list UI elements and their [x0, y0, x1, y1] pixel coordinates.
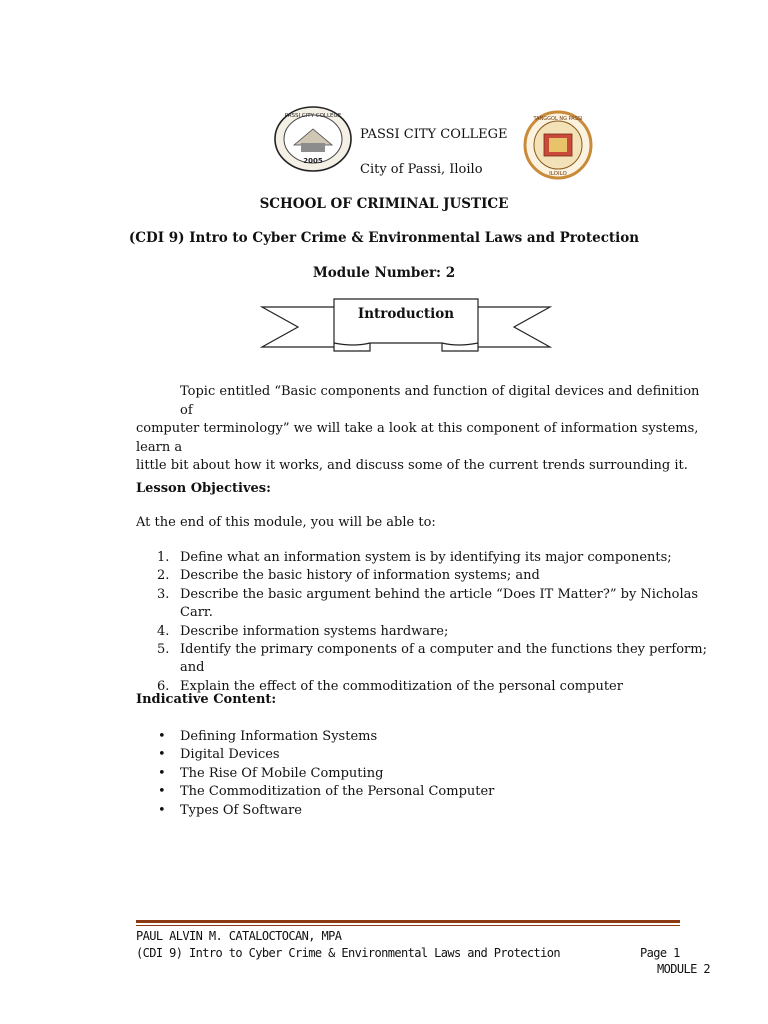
- list-item: [136, 623, 716, 641]
- module-number: Module Number: 2: [312, 265, 456, 281]
- seal-bottom-text: ILOILO: [549, 171, 567, 177]
- list-item: [136, 641, 716, 678]
- school-name: SCHOOL OF CRIMINAL JUSTICE: [259, 196, 509, 212]
- seal-ring-text: TANGGOL NG PASSI: [533, 116, 583, 122]
- bullet-icon: •: [158, 747, 166, 763]
- content-list: [136, 728, 716, 820]
- intro-paragraph: [136, 383, 702, 476]
- item-text: The Rise Of Mobile Computing: [180, 765, 384, 781]
- passi-city-college-seal: [272, 105, 354, 173]
- footer-author: PAUL ALVIN M. CATALOCTOCAN, MPA: [136, 929, 342, 943]
- item-number: 2.: [157, 568, 170, 584]
- college-name: PASSI CITY COLLEGE: [360, 127, 508, 142]
- item-text: Describe the basic history of information systems; and: [180, 568, 540, 584]
- item-text: Defining Information Systems: [180, 729, 378, 744]
- intro-line: computer terminology” we will take a look at this component of information systems, learn a: [136, 421, 699, 455]
- seal-ring-text: PASSI CITY COLLEGE: [284, 113, 342, 119]
- seal-year: 2005: [303, 157, 323, 165]
- course-title: (CDI 9) Intro to Cyber Crime & Environmental Laws and Protection: [128, 230, 640, 246]
- footer-course: (CDI 9) Intro to Cyber Crime & Environmental Laws and Protection: [136, 946, 560, 960]
- item-text: The Commoditization of the Personal Computer: [180, 784, 495, 800]
- item-text: Explain the effect of the commoditization of the personal computer: [180, 678, 623, 694]
- item-text: Describe information systems hardware;: [180, 623, 449, 639]
- list-item: [136, 765, 716, 783]
- list-item: [136, 549, 716, 567]
- bullet-icon: •: [158, 784, 166, 800]
- item-number: 5.: [157, 642, 170, 658]
- item-text: Types Of Software: [180, 802, 302, 818]
- footer-module: MODULE 2: [657, 962, 710, 976]
- passi-city-seal: [522, 110, 594, 180]
- item-number: 4.: [157, 623, 170, 639]
- footer-page: Page 1: [640, 946, 680, 960]
- item-number: 3.: [157, 586, 170, 602]
- item-text: Digital Devices: [180, 747, 280, 763]
- item-number: 6.: [157, 678, 170, 694]
- list-item: [136, 586, 716, 623]
- bullet-icon: •: [158, 729, 166, 744]
- banner-label: Introduction: [357, 306, 455, 322]
- college-location: City of Passi, Iloilo: [360, 162, 483, 177]
- list-item: [136, 728, 716, 746]
- list-item: [136, 802, 716, 820]
- bullet-icon: •: [158, 802, 166, 818]
- list-item: [136, 783, 716, 801]
- objectives-heading: Lesson Objectives:: [136, 481, 271, 496]
- item-number: 1.: [157, 550, 170, 565]
- objectives-list: [136, 549, 716, 696]
- footer-rule-thin: [136, 925, 680, 926]
- bullet-icon: •: [158, 765, 166, 781]
- list-item: [136, 746, 716, 764]
- intro-line: Topic entitled “Basic components and function of digital devices and definition of: [180, 384, 700, 418]
- item-text: Define what an information system is by identifying its major components;: [180, 550, 672, 565]
- item-text: Identify the primary components of a computer and the functions they perform; and: [180, 642, 707, 676]
- item-text: Describe the basic argument behind the article “Does IT Matter?” by Nicholas Carr.: [180, 586, 699, 621]
- content-heading: Indicative Content:: [136, 692, 277, 707]
- intro-line: little bit about how it works, and discuss some of the current trends surrounding it.: [136, 458, 688, 473]
- list-item: [136, 567, 716, 585]
- objectives-lead: At the end of this module, you will be able to:: [136, 515, 436, 530]
- footer-rule: [136, 920, 680, 923]
